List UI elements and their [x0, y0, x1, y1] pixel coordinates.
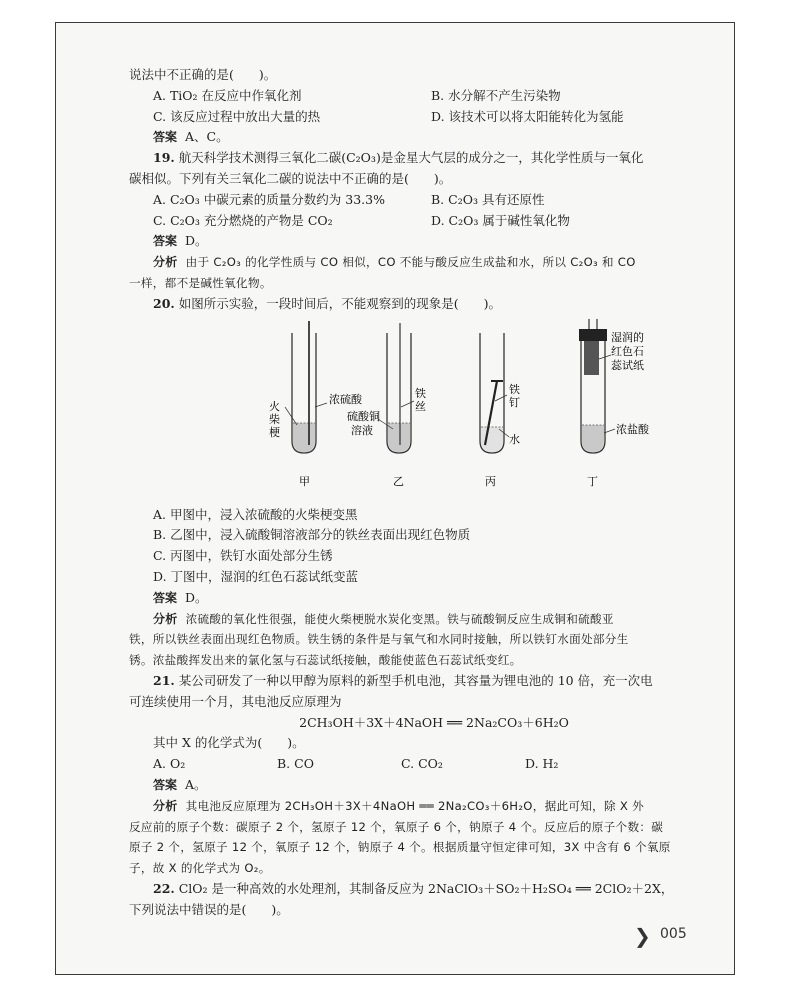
q21-analysis-line-4: 子，故 X 的化学式为 O₂。 — [129, 861, 271, 876]
q21-analysis-text-1: 其电池反应原理为 2CH₃OH＋3X＋4NaOH ══ 2Na₂CO₃＋6H₂O，据此可知，除 X 外 — [185, 798, 645, 813]
q21-analysis-line-2: 反应前的原子个数：碳原子 2 个，氢原子 12 个，氧原子 6 个，钠原子 4 个。反应后的原子个数：碳 — [129, 819, 664, 834]
q20-analysis-text-1: 浓硫酸的氧化性很强，能使火柴梗脱水炭化变黑。铁与硫酸铜反应生成铜和硫酸亚 — [185, 611, 614, 626]
q18-option-d[interactable]: D. 该技术可以将太阳能转化为氢能 — [431, 108, 624, 124]
q21-analysis-line-1 — [129, 796, 739, 817]
tube-label-jia: 甲 — [299, 474, 310, 488]
q21-equation: 2CH₃OH＋3X＋4NaOH ══ 2Na₂CO₃＋6H₂O — [299, 714, 569, 730]
q18-answer-value: A、C。 — [185, 129, 229, 145]
q19-analysis-line-1 — [129, 252, 739, 273]
q19-analysis-text-1: 由于 C₂O₃ 的化学性质与 CO 相似，CO 不能与酸反应生成盐和水，所以 C₂O₃ 和 CO — [185, 255, 636, 270]
q21-answer-label: 答案 — [153, 777, 178, 792]
jia-right-label: 浓硫酸 — [329, 392, 362, 406]
q18-answer-label: 答案 — [153, 130, 178, 145]
q20-figure — [129, 315, 739, 505]
q21-option-d[interactable]: D. H₂ — [525, 756, 559, 772]
jia-left-label-3: 梗 — [269, 425, 280, 439]
q21-analysis-label: 分析 — [153, 798, 178, 813]
bing-right-label-1: 铁 — [509, 382, 520, 396]
q21-stem-line-2: 可连续使用一个月，其电池反应原理为 — [129, 693, 342, 709]
q22-stem-line-1 — [129, 879, 739, 900]
q19-analysis-label: 分析 — [153, 255, 178, 270]
ding-paper-label-1: 湿润的 — [611, 330, 644, 344]
q18-options-row-2 — [129, 107, 739, 128]
litmus-paper — [584, 341, 599, 375]
yi-left-label-1: 硫酸铜 — [347, 409, 380, 423]
yi-right-label-2: 丝 — [415, 399, 426, 413]
q19-analysis-line-2: 一样，都不是碱性氧化物。 — [129, 275, 272, 290]
q21-option-a[interactable]: A. O₂ — [153, 756, 186, 772]
stopper — [579, 329, 607, 341]
q21-answer-value: A。 — [185, 776, 207, 792]
q19-option-d[interactable]: D. C₂O₃ 属于碱性氧化物 — [431, 212, 570, 228]
q19-option-b[interactable]: B. C₂O₃ 具有还原性 — [431, 191, 545, 207]
q21-option-c[interactable]: C. CO₂ — [401, 756, 443, 772]
q18-answer — [129, 127, 739, 148]
jia-left-label-2: 柴 — [269, 412, 280, 426]
q20-stem — [129, 294, 739, 315]
page-content — [129, 65, 739, 921]
chevron-right-icon: ❯ — [634, 924, 651, 948]
test-tubes-diagram — [129, 315, 739, 505]
q21-number: 21. — [153, 672, 175, 688]
tube-ding — [579, 319, 615, 453]
q20-option-c[interactable]: C. 丙图中，铁钉水面处部分生锈 — [153, 548, 333, 564]
q20-option-d[interactable]: D. 丁图中，湿润的红色石蕊试纸变蓝 — [153, 568, 359, 584]
q19-option-a[interactable]: A. C₂O₃ 中碳元素的质量分数约为 33.3% — [153, 191, 385, 207]
q20-analysis-label: 分析 — [153, 611, 178, 626]
q22-number: 22. — [153, 880, 175, 896]
q19-options-row-2 — [129, 211, 739, 232]
q19-option-c[interactable]: C. C₂O₃ 充分燃烧的产物是 CO₂ — [153, 212, 333, 228]
bing-right-label-2: 钉 — [509, 395, 520, 409]
q19-answer-value: D。 — [185, 233, 208, 249]
q22-stem-text-1: ClO₂ 是一种高效的水处理剂，其制备反应为 2NaClO₃＋SO₂＋H₂SO₄ ══ 2ClO₂＋2X， — [178, 880, 674, 896]
ding-paper-label-3: 蕊试纸 — [611, 358, 644, 372]
ding-paper-label-2: 红色石 — [611, 344, 644, 358]
q20-option-b[interactable]: B. 乙图中，浸入硫酸铜溶液部分的铁丝表面出现红色物质 — [153, 527, 471, 543]
tube-label-ding: 丁 — [587, 474, 598, 488]
tube-jia — [285, 321, 327, 453]
q19-options-row-1 — [129, 190, 739, 211]
q21-answer — [129, 775, 739, 796]
q20-analysis-line-2: 铁，所以铁丝表面出现红色物质。铁生锈的条件是与氧气和水同时接触，所以铁钉水面处部分生 — [129, 632, 629, 647]
tube-label-yi: 乙 — [393, 474, 404, 488]
jia-left-label-1: 火 — [269, 399, 280, 413]
q21-analysis-line-3: 原子 2 个，氢原子 12 个，氧原子 12 个，钠原子 4 个。根据质量守恒定律可知，3X 中含有 6 个氧原 — [129, 840, 671, 855]
q20-number: 20. — [153, 295, 175, 311]
tube-yi — [378, 323, 414, 453]
yi-left-label-2: 溶液 — [351, 423, 373, 437]
page-number: 005 — [660, 926, 687, 942]
q19-stem-line-1 — [129, 148, 739, 169]
q20-stem-text: 如图所示实验，一段时间后，不能观察到的现象是( )。 — [178, 295, 501, 311]
q21-question: 其中 X 的化学式为( )。 — [153, 735, 305, 751]
tube-label-bing: 丙 — [485, 474, 496, 488]
q18-option-c[interactable]: C. 该反应过程中放出大量的热 — [153, 108, 321, 124]
q18-option-b[interactable]: B. 水分解不产生污染物 — [431, 87, 561, 103]
tube-bing — [480, 333, 509, 453]
q18-options-row-1 — [129, 86, 739, 107]
q22-stem-line-2: 下列说法中错误的是( )。 — [129, 901, 289, 917]
q21-stem-text-1: 某公司研发了一种以甲醇为原料的新型手机电池，其容量为锂电池的 10 倍，充一次电 — [178, 672, 653, 688]
q21-stem-line-1 — [129, 671, 739, 692]
q20-analysis-line-3: 锈。浓盐酸挥发出来的氯化氢与石蕊试纸接触，酸能使蓝色石蕊试纸变红。 — [129, 653, 522, 668]
q19-answer — [129, 231, 739, 252]
q20-answer — [129, 588, 739, 609]
q18-option-a[interactable]: A. TiO₂ 在反应中作氧化剂 — [153, 87, 302, 103]
yi-right-label-1: 铁 — [415, 386, 426, 400]
q19-answer-label: 答案 — [153, 234, 178, 249]
page-frame — [55, 22, 735, 975]
q20-answer-label: 答案 — [153, 590, 178, 605]
q18-stem-end: 说法中不正确的是( )。 — [129, 67, 277, 82]
q21-options-row — [129, 754, 739, 775]
q21-option-b[interactable]: B. CO — [277, 756, 314, 772]
ding-acid-label: 浓盐酸 — [616, 422, 649, 436]
q19-stem-line-2: 碳相似。下列有关三氧化二碳的说法中不正确的是( )。 — [129, 170, 452, 186]
q19-number: 19. — [153, 150, 175, 166]
q20-option-a[interactable]: A. 甲图中，浸入浓硫酸的火柴梗变黑 — [153, 506, 358, 522]
q19-stem-text-1: 航天科学技术测得三氧化二碳(C₂O₃)是金星大气层的成分之一，其化学性质与一氧化 — [178, 150, 644, 166]
bing-water-label: 水 — [509, 432, 520, 446]
q20-answer-value: D。 — [185, 589, 208, 605]
q20-analysis-line-1 — [129, 609, 739, 630]
